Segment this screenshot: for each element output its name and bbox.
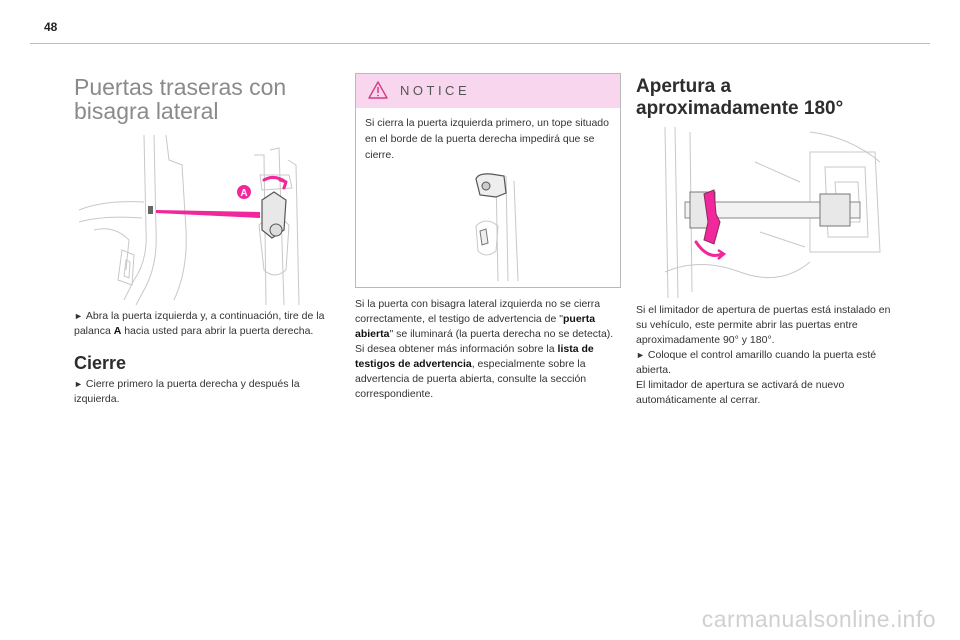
apertura-title: Apertura a aproximadamente 180° — [636, 76, 844, 119]
step-close-doors: ► Cierre primero la puerta derecha y después la izquierda. — [74, 378, 300, 405]
limiter-step: ► Coloque el control amarillo cuando la puerta esté abierta. — [636, 349, 877, 376]
page-number: 48 — [44, 20, 58, 34]
door-limiter-illustration — [660, 122, 890, 298]
figure-label-a: A — [240, 188, 248, 199]
header-rule — [30, 43, 930, 44]
rear-door-lever-illustration — [74, 130, 336, 305]
warning-icon — [368, 81, 388, 99]
section-title-rear-doors — [74, 75, 336, 123]
notice-text: Si cierra la puerta izquierda primero, un tope situado en el borde de la puerta derecha impedirá que se cierre. — [365, 117, 609, 161]
rear-doors-title: Puertas traseras con bisagra lateral — [74, 74, 287, 124]
step-arrow-icon: ► — [636, 350, 645, 360]
step-arrow-icon: ► — [74, 379, 83, 389]
notice-box — [355, 73, 621, 288]
limiter-intro: Si el limitador de apertura de puertas está instalado en su vehículo, este permite abrir las puertas entre aproximadamente 90° y 180°. — [636, 304, 891, 346]
limiter-paragraph — [636, 303, 898, 408]
door-warning-paragraph: Si la puerta con bisagra lateral izquierda no se cierra correctamente, el testigo de advertencia de "puerta abierta" se iluminará (la puerta derecha no se detecta). Si desea obtener más información sobre la lista de testigos de advertencia, especialmente sobre la advertencia de puerta abierta, consulte la sección correspondiente. — [355, 298, 614, 400]
step-arrow-icon: ► — [74, 311, 83, 321]
notice-header — [356, 74, 620, 108]
watermark: carmanualsonline.info — [701, 606, 936, 632]
section-cierre — [74, 352, 336, 374]
cierre-heading: Cierre — [74, 353, 127, 373]
section-180 — [636, 76, 898, 120]
notice-title: NOTICE — [400, 83, 471, 98]
limiter-note: El limitador de apertura se activará de nuevo automáticamente al cerrar. — [636, 379, 845, 406]
door-stop-illustration — [456, 171, 536, 281]
step-open-doors: ► Abra la puerta izquierda y, a continuación, tire de la palanca A hacia usted para abrir la puerta derecha. — [74, 310, 325, 337]
